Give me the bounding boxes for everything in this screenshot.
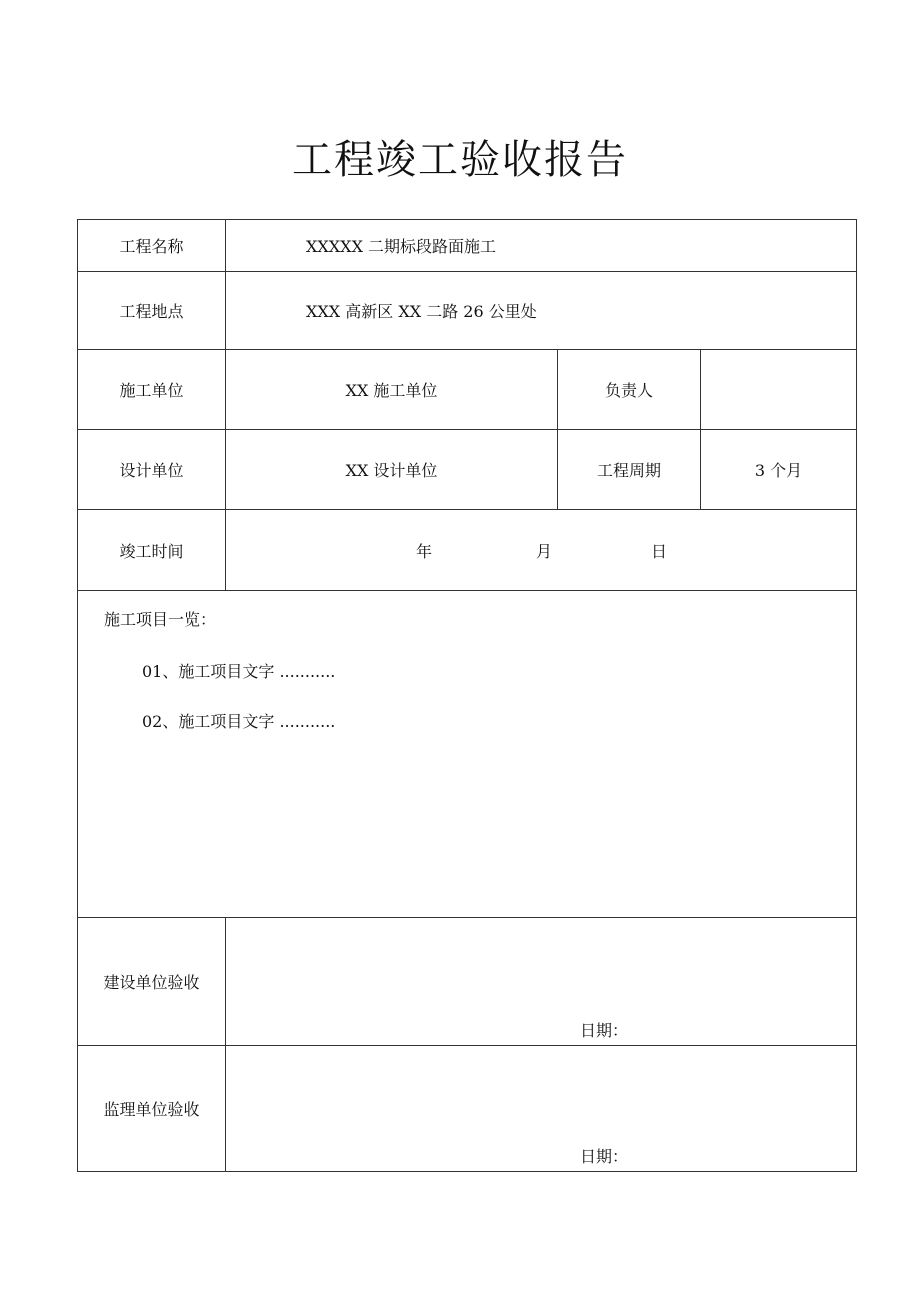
project-location-value[interactable]: XXX 高新区 XX 二路 26 公里处 [306, 302, 537, 321]
completion-time-label: 竣工时间 [78, 510, 226, 590]
row-supervisor-acceptance [78, 1046, 856, 1171]
supervisor-date-label: 日期： [579, 1147, 628, 1166]
row-builder-acceptance [78, 918, 856, 1046]
builder-acceptance-label: 建设单位验收 [78, 918, 226, 1045]
row-designer [78, 430, 856, 510]
project-list-item[interactable]: 01、施工项目文字 ........... [142, 662, 336, 681]
document-title: 工程竣工验收报告 [292, 137, 628, 183]
project-list-section [78, 591, 856, 918]
designer-value[interactable]: XX 设计单位 [226, 430, 558, 509]
project-list-item[interactable]: 02、施工项目文字 ........... [142, 712, 336, 731]
project-period-label: 工程周期 [558, 430, 701, 509]
project-period-value[interactable]: 3 个月 [754, 461, 803, 480]
supervisor-acceptance-label: 监理单位验收 [78, 1046, 226, 1171]
project-name-value[interactable]: XXXXX 二期标段路面施工 [306, 237, 497, 256]
contractor-label: 施工单位 [78, 350, 226, 429]
person-in-charge-label: 负责人 [558, 350, 701, 429]
project-location-label: 工程地点 [78, 272, 226, 349]
row-completion-time [78, 510, 856, 591]
row-project-location [78, 272, 856, 350]
completion-day[interactable]: 日 [651, 541, 668, 561]
contractor-value[interactable]: XX 施工单位 [226, 350, 558, 429]
completion-month[interactable]: 月 [536, 541, 553, 561]
acceptance-form-table [77, 219, 857, 1172]
designer-label: 设计单位 [78, 430, 226, 509]
completion-year[interactable]: 年 [416, 541, 433, 561]
builder-date-label: 日期： [579, 1021, 628, 1040]
project-list-title: 施工项目一览： [104, 610, 217, 629]
person-in-charge-value[interactable] [701, 350, 856, 429]
row-project-name [78, 220, 856, 272]
row-contractor [78, 350, 856, 430]
project-name-label: 工程名称 [78, 220, 226, 271]
